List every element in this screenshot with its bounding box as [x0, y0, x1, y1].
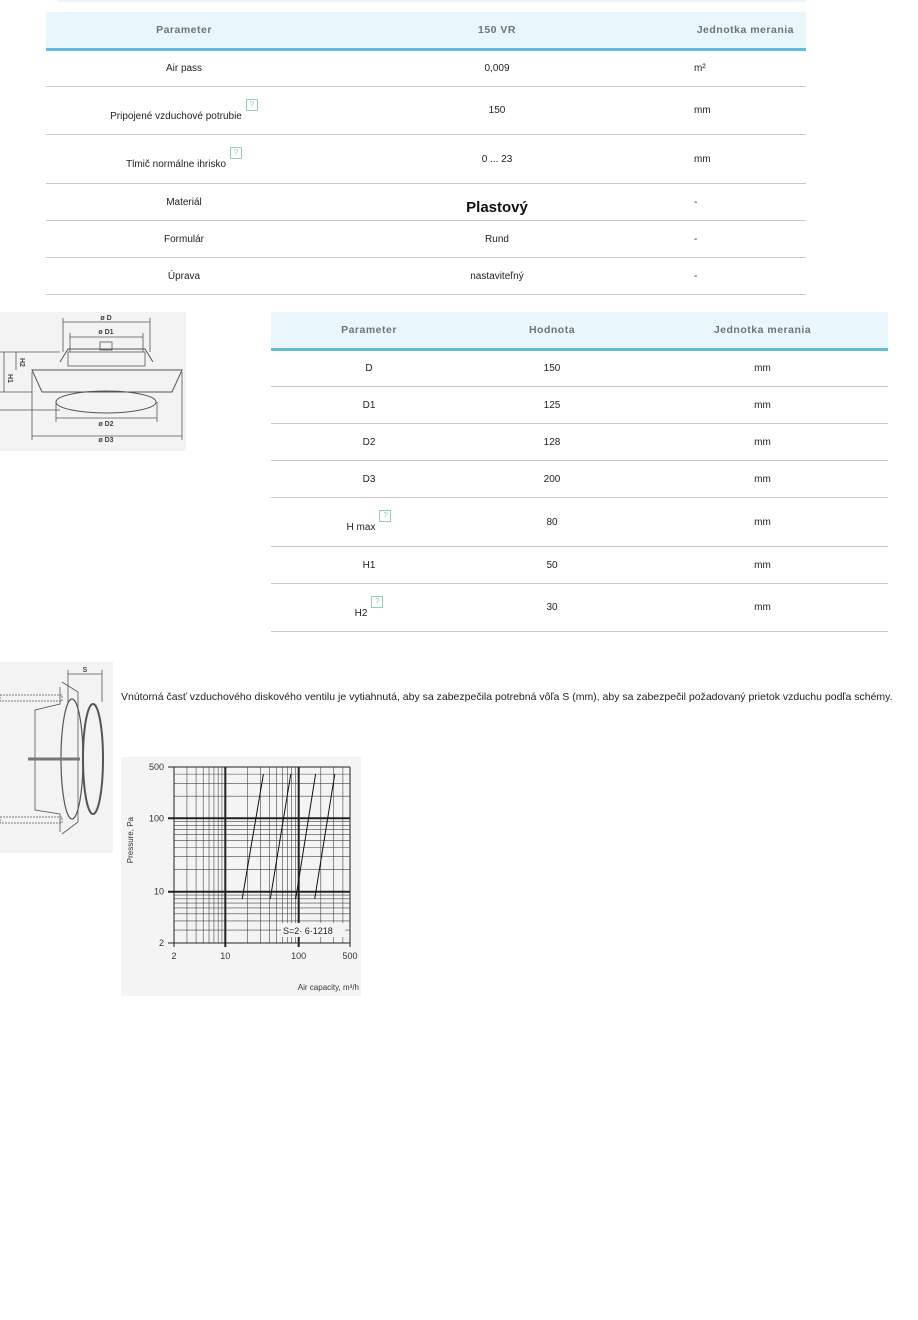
table-row: [271, 461, 888, 498]
parameter-label: Úprava: [167, 270, 201, 282]
cell-value: [322, 184, 672, 221]
label-d3: ø D3: [98, 437, 114, 444]
value-text: 0,009: [484, 63, 510, 74]
table-row: [46, 135, 806, 184]
y-tick-label: 10: [153, 886, 164, 897]
cell-unit: m²: [672, 50, 806, 87]
curve-s-18: [315, 774, 335, 899]
cell-parameter: [271, 424, 467, 461]
cell-value: [322, 135, 672, 184]
cell-value: [467, 387, 637, 424]
cell-unit: mm: [672, 87, 806, 135]
value-text: 150: [543, 363, 561, 374]
cell-unit: mm: [637, 424, 888, 461]
y-tick-label: 500: [148, 762, 164, 772]
cell-unit: mm: [637, 498, 888, 547]
cell-parameter: [46, 50, 322, 87]
chart-grid: [168, 767, 350, 947]
value-text: 200: [543, 473, 561, 485]
parameter-label: Tlmič normálne ihrisko: [125, 159, 227, 170]
parameter-label: Materiál: [166, 196, 202, 208]
parameter-label: Pripojené vzduchové potrubie: [110, 110, 242, 122]
label-h2: H2: [18, 358, 25, 367]
value-text: Rund: [485, 233, 509, 245]
value-text: 30: [546, 602, 558, 613]
table-row: [271, 547, 888, 584]
cell-parameter: [46, 258, 322, 295]
label-d: ø D: [100, 315, 112, 322]
header-unit: Jednotka merania: [672, 12, 806, 50]
parameter-label: H2: [354, 607, 368, 619]
label-s: S: [82, 667, 88, 674]
value-text: 150: [488, 105, 506, 116]
cell-parameter: [271, 584, 467, 632]
x-tick-label: 500: [342, 951, 358, 961]
y-axis-label: Pressure, Pa: [126, 817, 135, 864]
parameter-label: Formulár: [163, 233, 204, 245]
cell-value: [467, 584, 637, 632]
cell-value: [322, 50, 672, 87]
pressure-chart: [121, 757, 361, 996]
value-text: 128: [543, 436, 561, 448]
cell-value: [467, 547, 637, 584]
table-row: [271, 387, 888, 424]
table-row: [271, 498, 888, 547]
cell-value: [322, 221, 672, 258]
cell-unit: mm: [637, 584, 888, 632]
spec-table-main: [46, 12, 806, 295]
parameter-label: D: [365, 363, 373, 374]
dimension-drawing: [0, 312, 186, 451]
cell-unit: mm: [672, 135, 806, 184]
cell-value: [322, 87, 672, 135]
cell-value: [467, 350, 637, 387]
cell-parameter: [271, 461, 467, 498]
header-parameter: Parameter: [271, 312, 467, 350]
cell-parameter: [46, 135, 322, 184]
table-row: [46, 221, 806, 258]
cell-unit: mm: [637, 547, 888, 584]
cell-unit: mm: [637, 350, 888, 387]
table-header-row: [46, 12, 806, 50]
table-row: [271, 350, 888, 387]
x-tick-label: 10: [220, 951, 231, 961]
parameter-label: D2: [362, 436, 376, 448]
help-icon[interactable]: ?: [246, 99, 258, 111]
y-tick-label: 100: [148, 813, 164, 824]
table-header-row: [271, 312, 888, 350]
top-strip: [58, 0, 806, 2]
spec-table-dimensions: [271, 312, 888, 632]
cell-unit: -: [672, 258, 806, 295]
y-tick-label: 2: [158, 938, 164, 948]
help-icon[interactable]: ?: [379, 510, 391, 522]
cell-parameter: [271, 498, 467, 547]
table-row: [46, 50, 806, 87]
description-text: Vnútorná časť vzduchového diskového ventilu je vytiahnutá, aby sa zabezpečila potrebná vôľa S (mm), aby sa zabezpečil požadovaný prietok vzduchu podľa schémy.: [121, 691, 893, 703]
cell-unit: -: [672, 221, 806, 258]
chart-svg: [121, 757, 361, 996]
table-row: [46, 184, 806, 221]
header-parameter: Parameter: [46, 12, 322, 50]
x-tick-label: 2: [171, 951, 177, 961]
cell-parameter: [271, 387, 467, 424]
help-icon[interactable]: ?: [371, 596, 383, 608]
cell-parameter: [271, 547, 467, 584]
table-row: [271, 424, 888, 461]
header-model: 150 VR: [322, 12, 672, 50]
parameter-label: H max: [346, 522, 376, 533]
x-tick-label: 100: [291, 951, 307, 961]
section-drawing: [0, 662, 113, 853]
label-d1: ø D1: [98, 329, 114, 336]
table-row: [46, 87, 806, 135]
value-text: 125: [543, 399, 561, 411]
table-row: [46, 258, 806, 295]
help-icon[interactable]: ?: [230, 147, 242, 159]
x-axis-label: Air capacity, m³/h: [297, 983, 359, 992]
parameter-label: Air pass: [165, 63, 203, 74]
cell-parameter: [46, 87, 322, 135]
cell-unit: mm: [637, 387, 888, 424]
value-text: nastaviteľný: [470, 270, 524, 282]
cell-parameter: [46, 221, 322, 258]
cell-unit: -: [672, 184, 806, 221]
cell-unit: mm: [637, 461, 888, 498]
header-value: Hodnota: [467, 312, 637, 350]
parameter-label: D3: [362, 473, 376, 485]
value-text: 50: [546, 559, 558, 571]
chart-annotation: S=2· 6·1218: [283, 926, 333, 936]
value-text: 0 ... 23: [481, 153, 513, 165]
cell-value: [467, 498, 637, 547]
cell-parameter: [271, 350, 467, 387]
cell-value: [467, 424, 637, 461]
label-d2: ø D2: [98, 421, 114, 428]
table-row: [271, 584, 888, 632]
cell-parameter: [46, 184, 322, 221]
cell-value: [322, 258, 672, 295]
header-unit: Jednotka merania: [637, 312, 888, 350]
value-text: 80: [546, 516, 558, 528]
parameter-label: D1: [362, 399, 376, 411]
curve-s-6: [270, 774, 291, 899]
cell-value: [467, 461, 637, 498]
parameter-label: H1: [362, 559, 376, 571]
label-h1: H1: [6, 374, 13, 383]
value-text: Plastový: [466, 198, 528, 216]
